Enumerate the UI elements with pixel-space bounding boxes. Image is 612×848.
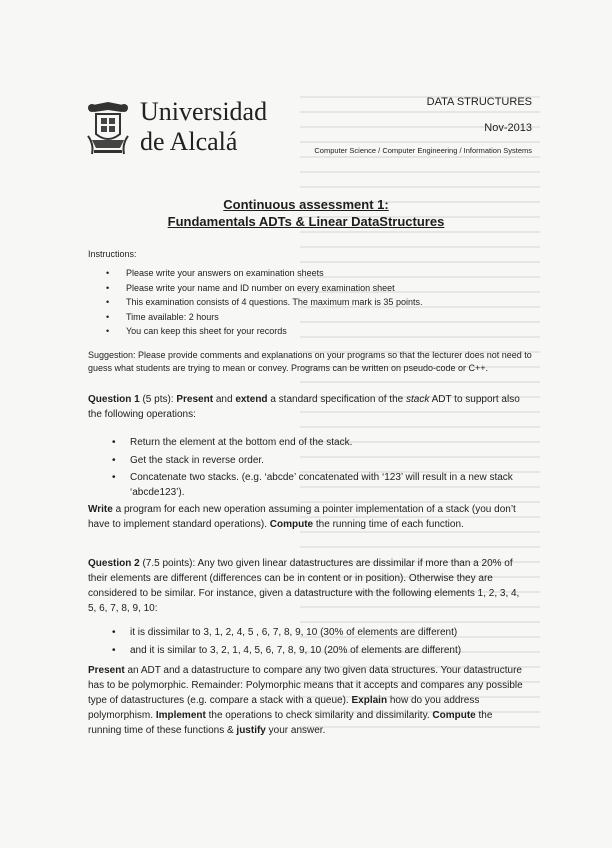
- instruction-item: • Please write your name and ID number on every examination sheet: [104, 281, 504, 296]
- suggestion-paragraph: Suggestion: Please provide comments and explanations on your programs so that the lecturer does not need to guess what students are trying to mean or convey. Programs can be written on pseudo-code or C++.: [88, 350, 532, 373]
- operation-item: • Concatenate two stacks. (e.g. ‘abcde’ concatenated with ‘123’ will result in a new stack ‘abcde123’).: [112, 471, 532, 500]
- exam-title-line1: Continuous assessment 1:: [223, 197, 389, 212]
- exam-date: Nov-2013: [484, 122, 532, 134]
- university-crest-icon: [84, 100, 132, 158]
- example-item: • and it is similar to 3, 2, 1, 4, 5, 6, 7, 8, 9, 10 (20% of elements are different): [112, 644, 532, 659]
- instruction-item: • Time available: 2 hours: [104, 310, 504, 325]
- question-2-intro: Question 2 (7.5 points): Any two given linear datastructures are dissimilar if more than a 20% of their elements are different (differences can be in content or in position). Otherwise they are considered to be similar. For instance, given a datastructure with the following elements 1, 2, 3, 4, 5, 6, 7, 8, 9, 10:: [88, 558, 520, 614]
- question-2-task: Present an ADT and a datastructure to compare any two given data structures. Your datastructure has to be polymorphic. Remainder: Polymorphic means that it accepts and compares any possible type of datastructures (e.g. compare a stack with a queue). Explain how do you address polymorphism. Implement the operations to check similarity and dissimilarity. Compute the running time of these functions & justify your answer.: [88, 665, 523, 736]
- question-1-operations: [112, 436, 532, 503]
- instructions-label: Instructions:: [88, 249, 137, 259]
- example-item: • it is dissimilar to 3, 1, 2, 4, 5 , 6, 7, 8, 9, 10 (30% of elements are different): [112, 626, 532, 641]
- question-1-intro: Question 1 (5 pts): Present and extend a standard specification of the stack ADT to support also the following operations:: [88, 394, 520, 420]
- operation-item: • Return the element at the bottom end of the stack.: [112, 436, 532, 451]
- department-line: Computer Science / Computer Engineering / Information Systems: [314, 146, 532, 155]
- instruction-item: • Please write your answers on examination sheets: [104, 266, 504, 281]
- course-name: DATA STRUCTURES: [426, 96, 532, 108]
- instructions-list: [104, 266, 504, 339]
- question-2-examples: [112, 626, 532, 661]
- university-name: Universidad de Alcalá: [140, 97, 268, 156]
- instruction-item: • You can keep this sheet for your records: [104, 324, 504, 339]
- exam-title-line2: Fundamentals ADTs & Linear DataStructures: [167, 214, 445, 229]
- instruction-item: • This examination consists of 4 questions. The maximum mark is 35 points.: [104, 295, 504, 310]
- question-1-task: Write a program for each new operation assuming a pointer implementation of a stack (you don’t have to implement standard operations). Compute the running time of each function.: [88, 504, 516, 530]
- operation-item: • Get the stack in reverse order.: [112, 454, 532, 469]
